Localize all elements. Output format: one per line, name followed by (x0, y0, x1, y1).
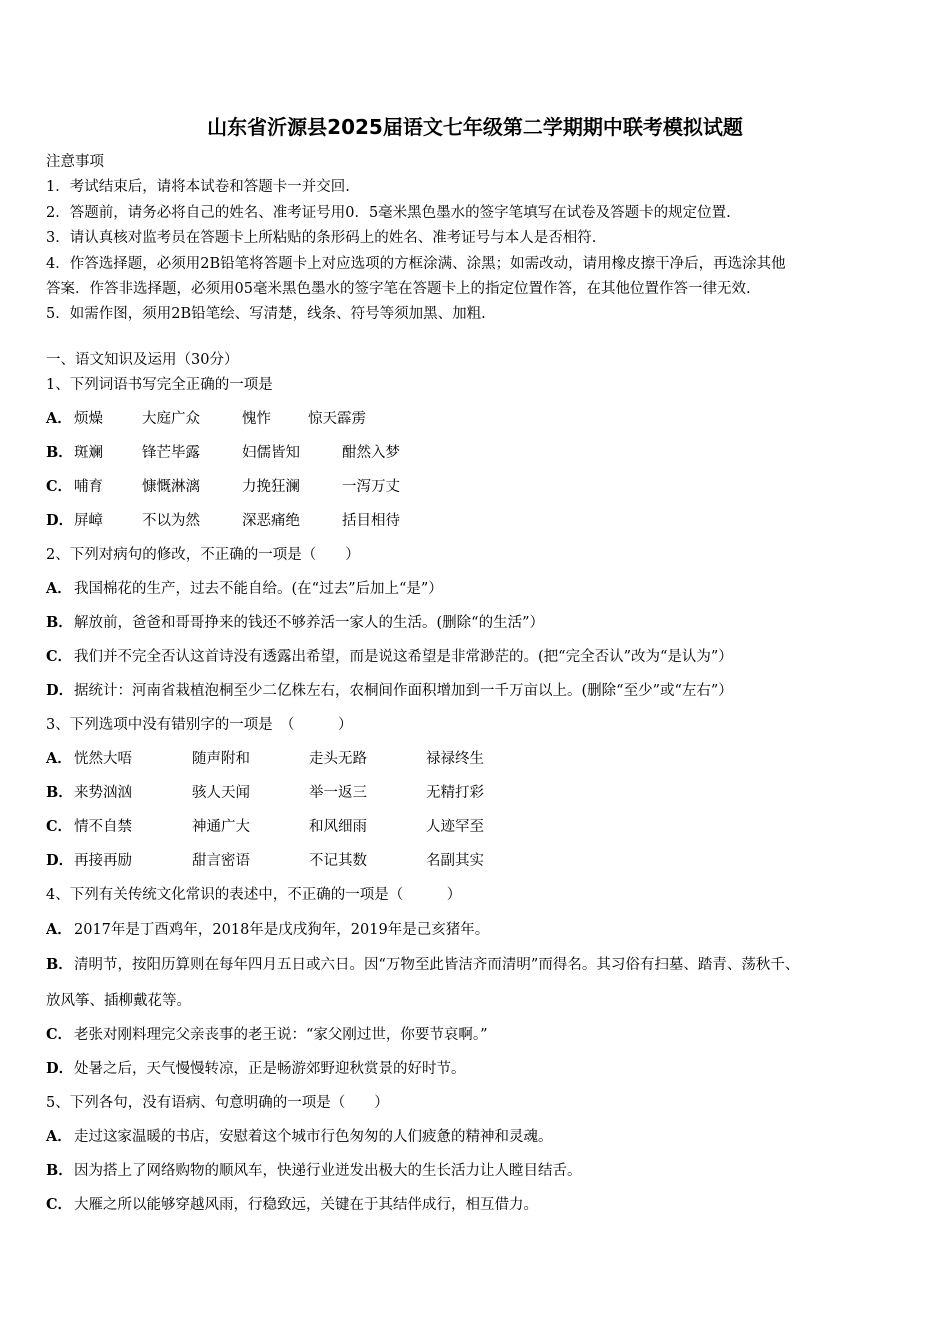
option-word: 愧怍 (242, 411, 271, 427)
option-text: 据统计：河南省栽植泡桐至少二亿株左右，农桐间作面积增加到一千万亩以上。(删除“至少”或“左右”） (74, 683, 733, 699)
q5-option-c (46, 1193, 916, 1217)
notes-line: 2．答题前，请务必将自己的姓名、准考证号用0．5毫米黑色墨水的签字笔填写在试卷及答题卡的规定位置. (46, 204, 731, 221)
option-word: 禄禄终生 (426, 751, 484, 767)
q2-option-b (46, 611, 916, 635)
q3-option-b (46, 781, 916, 805)
option-word: 无精打彩 (426, 785, 484, 801)
option-label: A． (46, 410, 72, 427)
option-label: B． (46, 444, 73, 461)
notes-line: 答案．作答非选择题，必须用05毫米黑色墨水的签字笔在答题卡上的指定位置作答，在其他位置作答一律无效. (46, 281, 751, 298)
option-label: A． (46, 750, 72, 767)
option-label: D． (46, 1060, 74, 1077)
option-label: A． (46, 921, 72, 938)
option-text: 老张对刚料理完父亲丧事的老王说：“家父刚过世，你要节哀啊。” (74, 1027, 488, 1043)
option-word: 深恶痛绝 (242, 513, 300, 529)
option-label: A． (46, 580, 72, 597)
q4-option-a (46, 918, 916, 942)
option-text: 我们并不完全否认这首诗没有透露出希望，而是说这希望是非常渺茫的。(把“完全否认”改为“是认为”） (74, 649, 733, 665)
option-word: 和风细雨 (309, 819, 367, 835)
q3-option-d (46, 849, 916, 873)
question-3-stem: 3、下列选项中没有错别字的一项是 （ ） (46, 717, 353, 733)
option-word: 酣然入梦 (342, 445, 400, 461)
notes-line: 3．请认真核对监考员在答题卡上所粘贴的条形码上的姓名、准考证号与本人是否相符. (46, 230, 597, 247)
option-word: 烦燥 (74, 411, 103, 427)
q4-option-d (46, 1057, 916, 1081)
q3-option-a (46, 747, 916, 771)
option-text: 2017年是丁酉鸡年，2018年是戊戌狗年，2019年是己亥猪年。 (74, 922, 490, 938)
notes-section (46, 150, 916, 328)
option-label: C． (46, 478, 73, 495)
option-word: 惊天霹雳 (308, 411, 366, 427)
option-label: B． (46, 784, 73, 801)
q1-option-d (46, 509, 916, 533)
option-word: 来势汹汹 (74, 785, 132, 801)
q4-option-c (46, 1023, 916, 1047)
notes-heading: 注意事项 (46, 154, 104, 170)
option-label: D． (46, 682, 74, 699)
option-label: B． (46, 1162, 73, 1179)
option-word: 慷慨淋漓 (142, 479, 200, 495)
option-label: C． (46, 1026, 73, 1043)
q5-option-a (46, 1125, 916, 1149)
option-word: 名副其实 (426, 853, 484, 869)
option-word: 再接再励 (74, 853, 132, 869)
option-label: C． (46, 1196, 73, 1213)
option-word: 随声附和 (192, 751, 250, 767)
option-word: 甜言密语 (192, 853, 250, 869)
option-text: 处暑之后，天气慢慢转凉，正是畅游郊野迎秋赏景的好时节。 (74, 1061, 466, 1077)
option-word: 神通广大 (192, 819, 250, 835)
option-word: 锋芒毕露 (142, 445, 200, 461)
option-word: 不记其数 (309, 853, 367, 869)
option-label: D． (46, 512, 74, 529)
option-label: C． (46, 818, 73, 835)
option-label: B． (46, 956, 73, 973)
option-word: 情不自禁 (74, 819, 132, 835)
page-title: 山东省沂源县2025届语文七年级第二学期期中联考模拟试题 (207, 115, 743, 139)
q1-option-a (46, 407, 916, 431)
option-text: 走过这家温暖的书店，安慰着这个城市行色匆匆的人们疲惫的精神和灵魂。 (74, 1129, 553, 1145)
question-5-stem: 5、下列各句，没有语病、句意明确的一项是（ ） (46, 1095, 389, 1111)
notes-line: 5．如需作图，须用2B铅笔绘、写清楚，线条、符号等须加黑、加粗. (46, 306, 486, 323)
option-word: 恍然大唔 (74, 751, 132, 767)
q2-option-a (46, 577, 916, 601)
q1-option-c (46, 475, 916, 499)
q3-option-c (46, 815, 916, 839)
question-1-stem: 1、下列词语书写完全正确的一项是 (46, 377, 273, 393)
option-label: D． (46, 852, 74, 869)
option-word: 不以为然 (142, 513, 200, 529)
notes-line: 1．考试结束后，请将本试卷和答题卡一并交回. (46, 179, 350, 196)
option-word: 哺育 (74, 479, 103, 495)
option-word: 大庭广众 (142, 411, 200, 427)
q2-option-d (46, 679, 916, 703)
option-text: 因为搭上了网络购物的顺风车，快递行业迸发出极大的生长活力让人瞠目结舌。 (74, 1163, 582, 1179)
option-word: 骇人天闻 (192, 785, 250, 801)
notes-line: 4．作答选择题，必须用2B铅笔将答题卡上对应选项的方框涂满、涂黑；如需改动，请用橡皮擦干净后，再选涂其他 (46, 255, 786, 272)
option-text: 解放前，爸爸和哥哥挣来的钱还不够养活一家人的生活。(删除“的生活”） (74, 615, 544, 631)
option-word: 走头无路 (309, 751, 367, 767)
option-word: 括目相待 (342, 513, 400, 529)
option-label: C． (46, 648, 73, 665)
option-label: B． (46, 614, 73, 631)
option-word: 妇儒皆知 (242, 445, 300, 461)
option-word: 力挽狂澜 (242, 479, 300, 495)
option-word: 一泻万丈 (342, 479, 400, 495)
q1-option-b (46, 441, 916, 465)
option-label: A． (46, 1128, 72, 1145)
option-word: 举一返三 (309, 785, 367, 801)
section-heading: 一、语文知识及运用（30分） (46, 352, 239, 368)
q4-option-b-continued: 放风筝、插柳戴花等。 (46, 993, 191, 1009)
option-word: 斑斓 (74, 445, 103, 461)
option-word: 人迹罕至 (426, 819, 484, 835)
q4-option-b (46, 953, 916, 977)
option-word: 屏嶂 (74, 513, 103, 529)
q5-option-b (46, 1159, 916, 1183)
option-text: 大雁之所以能够穿越风雨，行稳致远，关键在于其结伴成行，相互借力。 (74, 1197, 538, 1213)
option-text: 清明节，按阳历算则在每年四月五日或六日。因“万物至此皆洁齐而清明”而得名。其习俗有扫墓、踏青、荡秋千、 (74, 957, 800, 973)
question-2-stem: 2、下列对病句的修改，不正确的一项是（ ） (46, 547, 360, 563)
q2-option-c (46, 645, 916, 669)
question-4-stem: 4、下列有关传统文化常识的表述中，不正确的一项是（ ） (46, 887, 462, 903)
option-text: 我国棉花的生产，过去不能自给。(在“过去”后加上“是”） (74, 581, 443, 597)
